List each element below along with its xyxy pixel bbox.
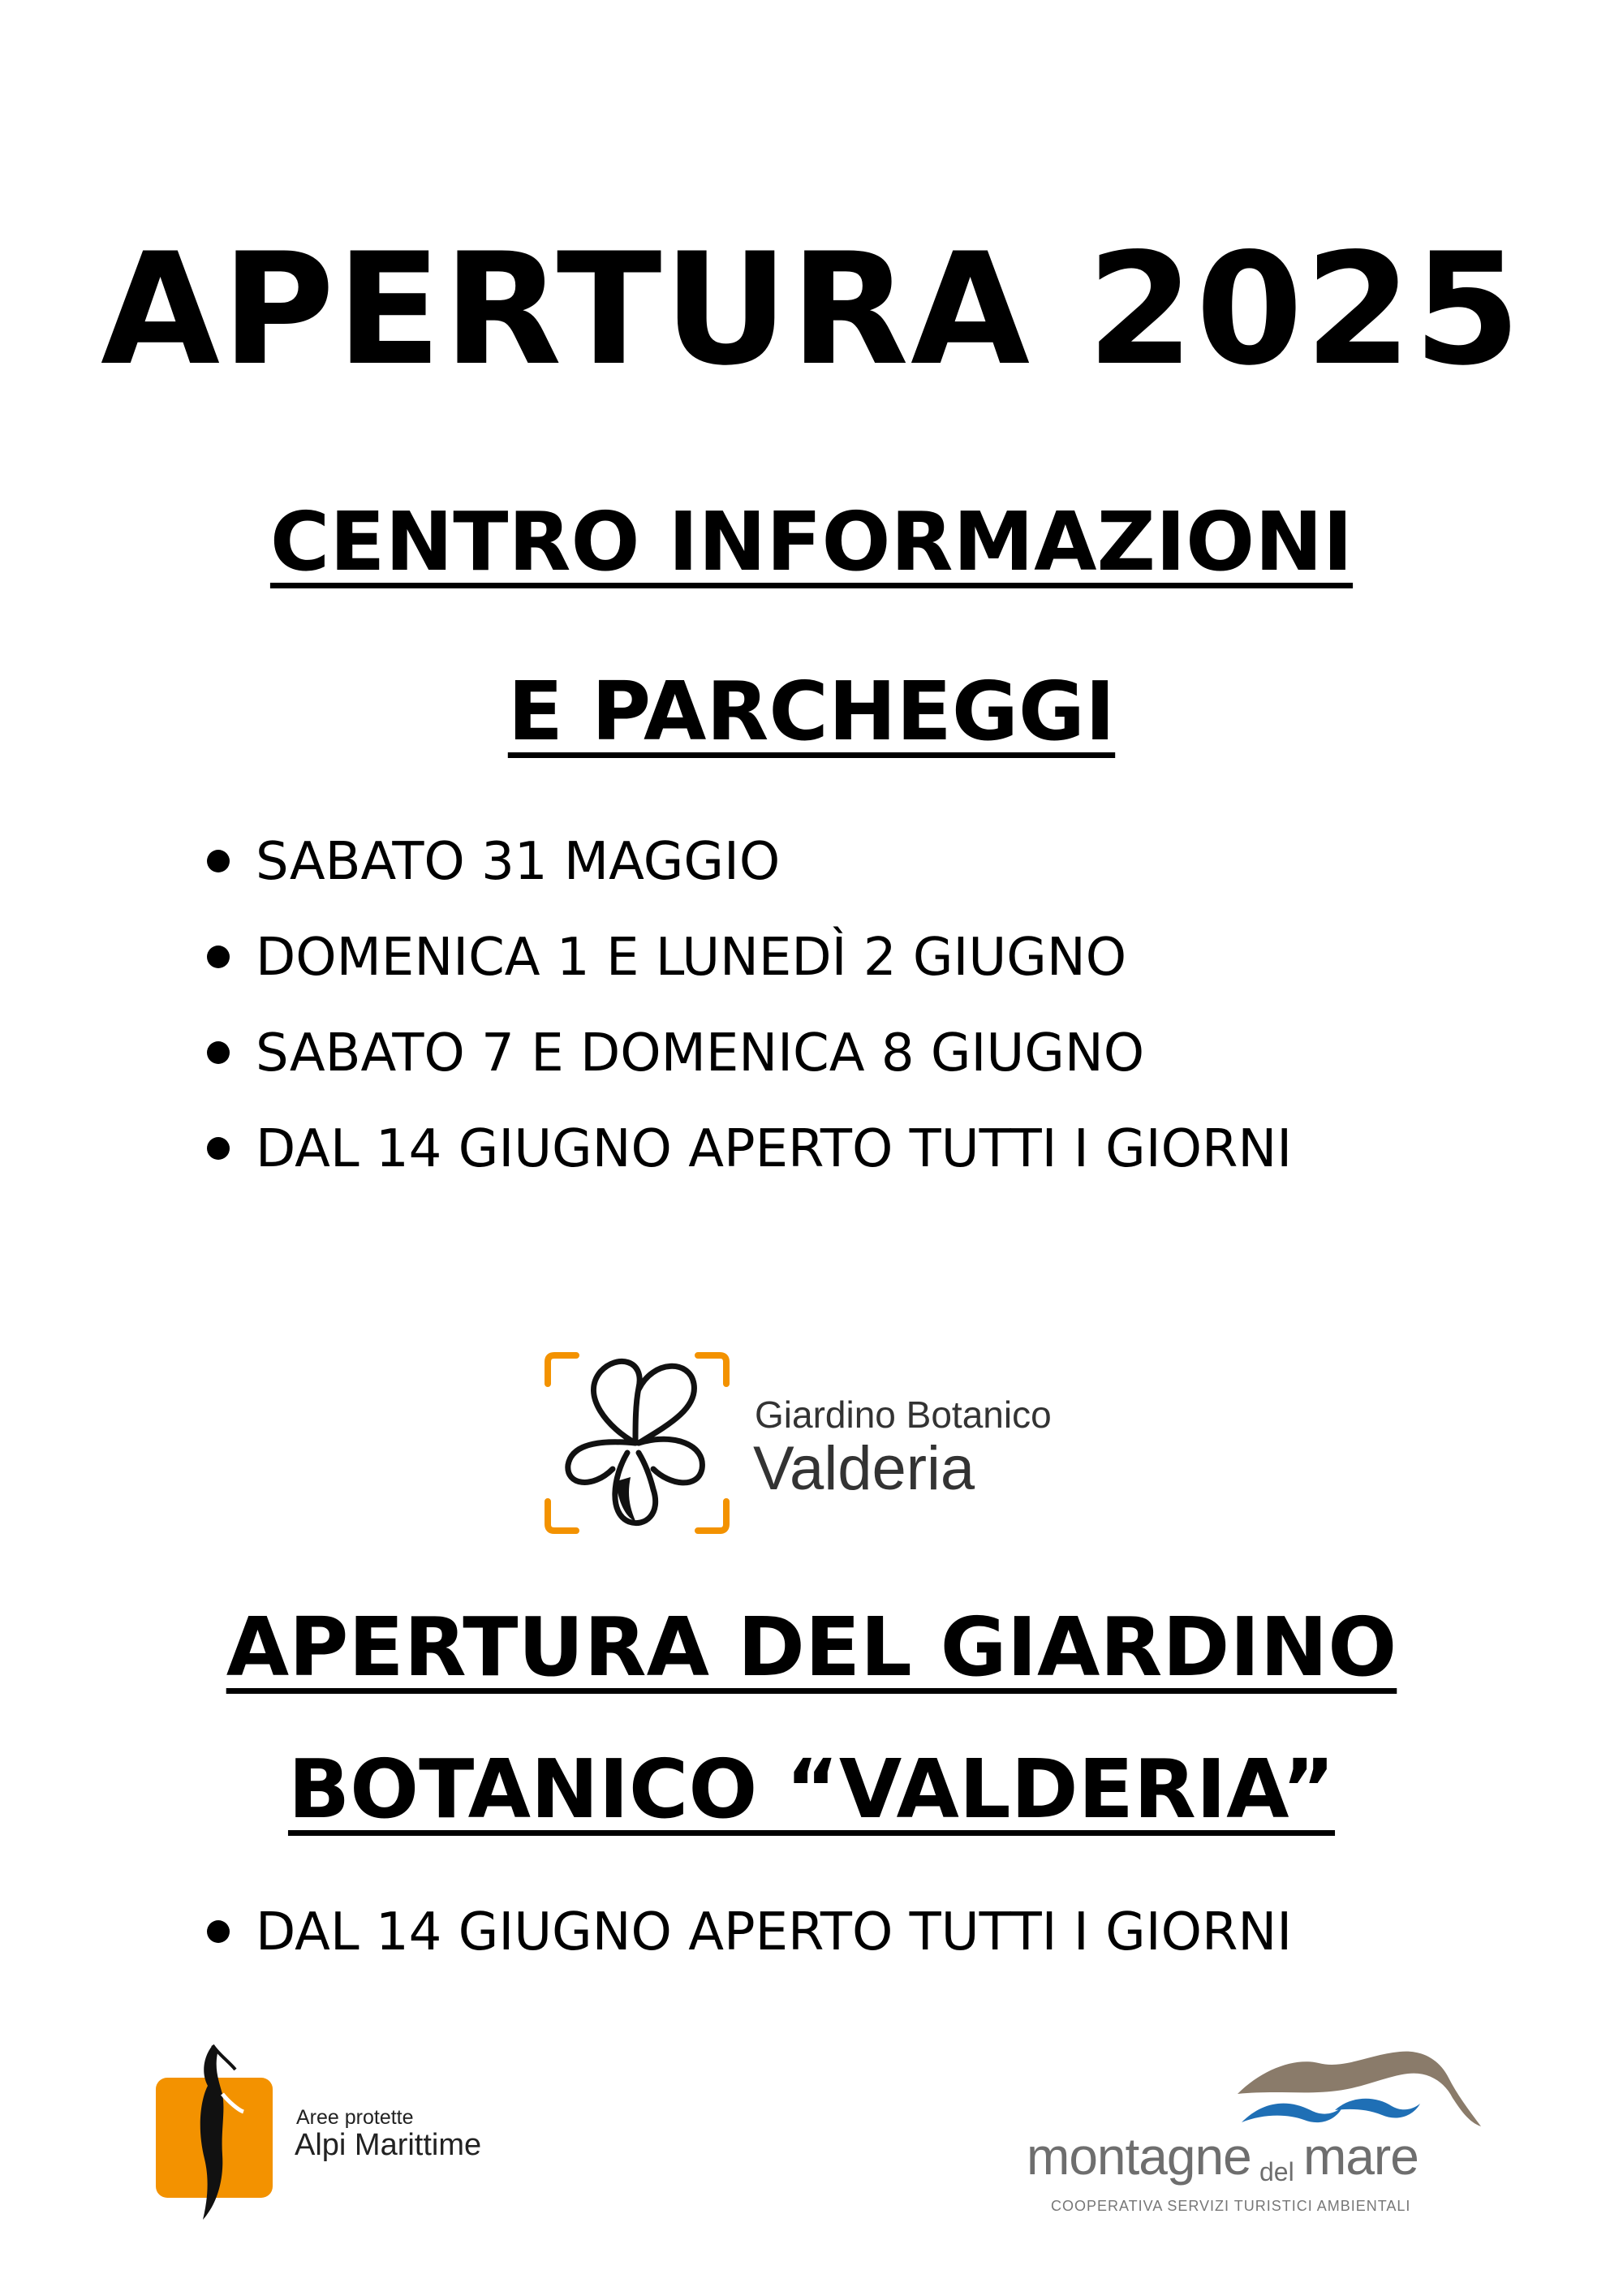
giardino-heading-line1: APERTURA DEL GIARDINO [226,1600,1397,1695]
del-word: del [1259,2157,1294,2186]
giardino-dates-list [207,1885,1292,1980]
list-item: DAL 14 GIUGNO APERTO TUTTI I GIORNI [207,1885,1292,1980]
bullet-icon [207,1041,230,1064]
page-title: APERTURA 2025 [100,220,1523,399]
bullet-icon [207,850,230,872]
flower-logo-icon [532,1339,743,1550]
valderia-logo-line2: Valderia [753,1434,975,1503]
giardino-heading-line2: BOTANICO “VALDERIA” [287,1742,1336,1837]
list-item: DOMENICA 1 E LUNEDÌ 2 GIUGNO [207,910,1292,1006]
centro-dates-list [207,814,1292,1197]
centro-heading-line2: E PARCHEGGI [507,664,1116,759]
list-item: SABATO 7 E DOMENICA 8 GIUGNO [207,1006,1292,1101]
valderia-logo-line1: Giardino Botanico [755,1394,1052,1436]
valderia-logo [532,1339,1116,1550]
alpi-logo-line2: Alpi Marittime [295,2128,482,2162]
alpi-logo-line1: Aree protette [296,2106,414,2129]
montagne-tagline: COOPERATIVA SERVIZI TURISTICI AMBIENTALI [1051,2198,1411,2214]
list-item: SABATO 31 MAGGIO [207,814,1292,910]
bullet-icon [207,1920,230,1943]
montagne-word: montagne [1027,2127,1251,2186]
bullet-icon [207,1137,230,1160]
list-item: DAL 14 GIUGNO APERTO TUTTI I GIORNI [207,1101,1292,1197]
centro-heading-line1: CENTRO INFORMAZIONI [269,494,1354,589]
ibex-logo-icon [154,2037,284,2224]
montagne-del-mare-logo [1018,2045,1489,2224]
alpi-marittime-logo [154,2037,536,2224]
mare-word: mare [1303,2127,1419,2186]
bullet-icon [207,946,230,968]
